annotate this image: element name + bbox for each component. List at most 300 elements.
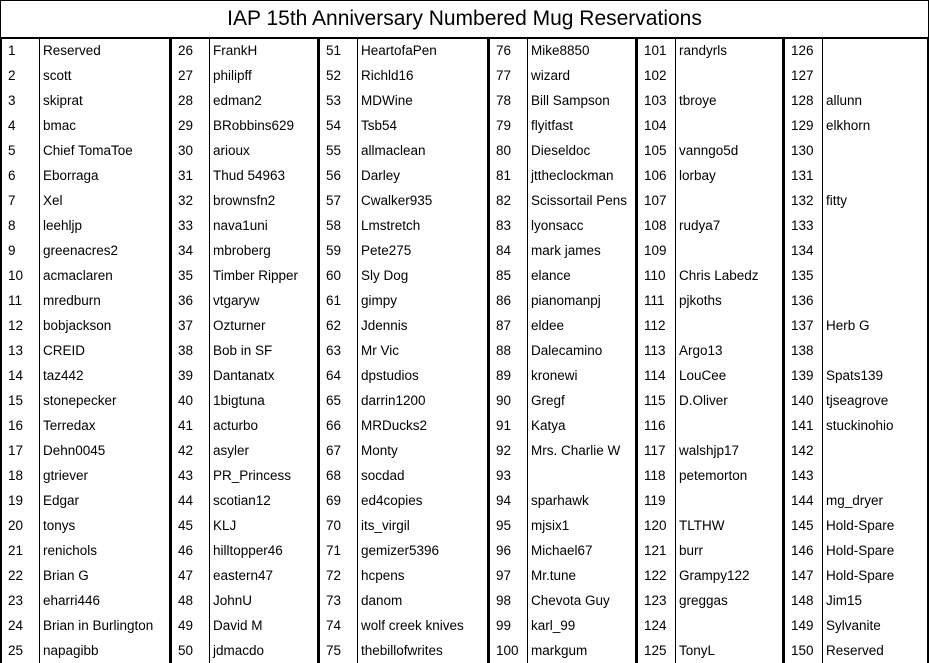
- table-row: [490, 338, 635, 363]
- reserver-name: Brian in Burlington: [43, 618, 154, 633]
- table-row: [785, 213, 927, 238]
- table-row: [490, 88, 635, 113]
- table-row: [490, 38, 635, 63]
- table-row: [490, 613, 635, 638]
- reserver-name: ed4copies: [361, 493, 423, 508]
- reserver-name: bobjackson: [43, 318, 112, 333]
- table-row: [638, 463, 782, 488]
- mug-number: 73: [320, 588, 358, 613]
- table-row: [172, 113, 317, 138]
- mug-number: 92: [490, 438, 528, 463]
- reserver-name: TonyL: [679, 643, 716, 658]
- reserver-name: asyler: [213, 443, 250, 458]
- mug-number: 17: [2, 438, 40, 463]
- mug-number: 124: [638, 613, 676, 638]
- table-row: [638, 488, 782, 513]
- reserver-name: lyonsacc: [531, 218, 584, 233]
- mug-number: 150: [785, 638, 823, 663]
- table-row: [785, 288, 927, 313]
- table-row: [320, 138, 487, 163]
- reservation-column: [320, 38, 490, 663]
- reserver-name: Lmstretch: [361, 218, 421, 233]
- mug-number: 11: [2, 288, 40, 313]
- mug-number: 101: [638, 38, 676, 63]
- mug-number: 120: [638, 513, 676, 538]
- mug-number: 119: [638, 488, 676, 513]
- mug-number: 80: [490, 138, 528, 163]
- reserver-name: hilltopper46: [213, 543, 283, 558]
- reserver-name: tjseagrove: [826, 393, 889, 408]
- reserver-name: stuckinohio: [826, 418, 894, 433]
- mug-number: 68: [320, 463, 358, 488]
- mug-number: 9: [2, 238, 40, 263]
- reserver-name: Hold-Spare: [826, 518, 895, 533]
- table-row: [638, 63, 782, 88]
- reserver-name: gemizer5396: [361, 543, 440, 558]
- reserver-name: David M: [213, 618, 263, 633]
- table-row: [490, 238, 635, 263]
- reserver-name: [823, 38, 927, 63]
- mug-number: 48: [172, 588, 210, 613]
- mug-number: 114: [638, 363, 676, 388]
- mug-number: 60: [320, 263, 358, 288]
- table-row: [638, 313, 782, 338]
- table-row: [785, 488, 927, 513]
- mug-number: 47: [172, 563, 210, 588]
- table-row: [320, 463, 487, 488]
- reserver-name: edman2: [213, 93, 262, 108]
- table-row: [320, 538, 487, 563]
- reservation-column: [638, 38, 785, 663]
- reserver-name: [676, 613, 782, 638]
- table-row: [638, 138, 782, 163]
- reservation-column: [2, 38, 172, 663]
- table-row: [320, 288, 487, 313]
- table-row: [785, 363, 927, 388]
- mug-number: 27: [172, 63, 210, 88]
- reserver-name: scotian12: [213, 493, 271, 508]
- reserver-name: Katya: [531, 418, 566, 433]
- reserver-name: karl_99: [531, 618, 576, 633]
- mug-number: 69: [320, 488, 358, 513]
- table-row: [172, 438, 317, 463]
- table-row: [490, 638, 635, 663]
- reserver-name: markgum: [531, 643, 588, 658]
- mug-number: 35: [172, 263, 210, 288]
- mug-number: 15: [2, 388, 40, 413]
- mug-number: 93: [490, 463, 528, 488]
- mug-number: 100: [490, 638, 528, 663]
- reserver-name: wizard: [531, 68, 571, 83]
- mug-number: 4: [2, 113, 40, 138]
- table-row: [320, 63, 487, 88]
- reserver-name: Mr.tune: [531, 568, 577, 583]
- reserver-name: gimpy: [361, 293, 398, 308]
- mug-number: 45: [172, 513, 210, 538]
- reserver-name: walshjp17: [679, 443, 740, 458]
- mug-number: 133: [785, 213, 823, 238]
- reserver-name: Mr Vic: [361, 343, 400, 358]
- mug-number: 141: [785, 413, 823, 438]
- mug-number: 126: [785, 38, 823, 63]
- reserver-name: scott: [43, 68, 72, 83]
- table-row: [490, 63, 635, 88]
- mug-number: 36: [172, 288, 210, 313]
- mug-number: 116: [638, 413, 676, 438]
- reserver-name: taz442: [43, 368, 84, 383]
- mug-number: 57: [320, 188, 358, 213]
- mug-number: 12: [2, 313, 40, 338]
- mug-number: 83: [490, 213, 528, 238]
- table-row: [490, 188, 635, 213]
- table-row: [638, 388, 782, 413]
- table-row: [638, 338, 782, 363]
- table-row: [490, 313, 635, 338]
- reserver-name: nava1uni: [213, 218, 268, 233]
- mug-number: 42: [172, 438, 210, 463]
- table-row: [2, 313, 169, 338]
- table-row: [785, 463, 927, 488]
- reserver-name: napagibb: [43, 643, 99, 658]
- mug-number: 102: [638, 63, 676, 88]
- reserver-name: Spats139: [826, 368, 884, 383]
- table-row: [2, 38, 169, 63]
- table-row: [638, 588, 782, 613]
- reserver-name: petemorton: [679, 468, 748, 483]
- table-row: [320, 388, 487, 413]
- table-row: [172, 213, 317, 238]
- reserver-name: skiprat: [43, 93, 83, 108]
- reserver-name: its_virgil: [361, 518, 410, 533]
- reserver-name: dpstudios: [361, 368, 419, 383]
- reserver-name: Chevota Guy: [531, 593, 610, 608]
- reserver-name: [676, 113, 782, 138]
- mug-number: 38: [172, 338, 210, 363]
- table-row: [638, 213, 782, 238]
- table-row: [785, 588, 927, 613]
- mug-number: 43: [172, 463, 210, 488]
- table-row: [2, 463, 169, 488]
- table-row: [638, 38, 782, 63]
- reserver-name: pjkoths: [679, 293, 722, 308]
- reserver-name: Gregf: [531, 393, 565, 408]
- reserver-name: Sly Dog: [361, 268, 409, 283]
- mug-number: 64: [320, 363, 358, 388]
- reserver-name: greenacres2: [43, 243, 119, 258]
- table-row: [320, 188, 487, 213]
- mug-number: 1: [2, 38, 40, 63]
- table-row: [172, 188, 317, 213]
- reserver-name: [823, 63, 927, 88]
- reserver-name: MDWine: [361, 93, 413, 108]
- reserver-name: [823, 438, 927, 463]
- mug-number: 121: [638, 538, 676, 563]
- reserver-name: Tsb54: [361, 118, 398, 133]
- table-row: [2, 113, 169, 138]
- table-row: [320, 338, 487, 363]
- table-row: [638, 638, 782, 663]
- mug-number: 16: [2, 413, 40, 438]
- reserver-name: greggas: [679, 593, 728, 608]
- reserver-name: mredburn: [43, 293, 101, 308]
- reserver-name: Sylvanite: [826, 618, 881, 633]
- mug-number: 24: [2, 613, 40, 638]
- table-row: [638, 263, 782, 288]
- mug-number: 50: [172, 638, 210, 663]
- table-row: [638, 438, 782, 463]
- reserver-name: vtgaryw: [213, 293, 260, 308]
- mug-number: 22: [2, 563, 40, 588]
- mug-number: 59: [320, 238, 358, 263]
- table-row: [320, 563, 487, 588]
- mug-number: 98: [490, 588, 528, 613]
- mug-number: 140: [785, 388, 823, 413]
- mug-number: 149: [785, 613, 823, 638]
- reserver-name: leehljp: [43, 218, 83, 233]
- table-row: [320, 438, 487, 463]
- table-row: [638, 363, 782, 388]
- mug-number: 108: [638, 213, 676, 238]
- mug-number: 136: [785, 288, 823, 313]
- table-row: [785, 38, 927, 63]
- mug-number: 41: [172, 413, 210, 438]
- reserver-name: jttheclockman: [531, 168, 614, 183]
- table-row: [172, 138, 317, 163]
- mug-number: 76: [490, 38, 528, 63]
- mug-number: 128: [785, 88, 823, 113]
- mug-number: 62: [320, 313, 358, 338]
- table-row: [320, 488, 487, 513]
- reserver-name: [676, 188, 782, 213]
- mug-number: 20: [2, 513, 40, 538]
- reserver-name: Dieseldoc: [531, 143, 591, 158]
- mug-number: 79: [490, 113, 528, 138]
- table-row: [172, 588, 317, 613]
- reserver-name: sparhawk: [531, 493, 589, 508]
- table-row: [785, 413, 927, 438]
- mug-number: 90: [490, 388, 528, 413]
- mug-number: 135: [785, 263, 823, 288]
- table-row: [785, 163, 927, 188]
- table-row: [320, 88, 487, 113]
- reserver-name: Timber Ripper: [213, 268, 299, 283]
- table-row: [490, 463, 635, 488]
- table-row: [785, 513, 927, 538]
- reserver-name: [676, 238, 782, 263]
- mug-number: 97: [490, 563, 528, 588]
- reserver-name: allmaclean: [361, 143, 426, 158]
- table-row: [172, 613, 317, 638]
- reserver-name: Grampy122: [679, 568, 750, 583]
- table-row: [638, 413, 782, 438]
- mug-number: 106: [638, 163, 676, 188]
- reserver-name: eharri446: [43, 593, 101, 608]
- mug-number: 53: [320, 88, 358, 113]
- mug-number: 71: [320, 538, 358, 563]
- mug-number: 23: [2, 588, 40, 613]
- table-row: [638, 163, 782, 188]
- table-row: [2, 63, 169, 88]
- mug-number: 55: [320, 138, 358, 163]
- table-row: [785, 438, 927, 463]
- mug-number: 77: [490, 63, 528, 88]
- reserver-name: Argo13: [679, 343, 723, 358]
- mug-number: 33: [172, 213, 210, 238]
- table-row: [320, 238, 487, 263]
- reserver-name: LouCee: [679, 368, 727, 383]
- reserver-name: PR_Princess: [213, 468, 292, 483]
- table-row: [638, 513, 782, 538]
- reserver-name: philipff: [213, 68, 252, 83]
- table-row: [172, 263, 317, 288]
- reserver-name: MRDucks2: [361, 418, 428, 433]
- reserver-name: fitty: [826, 193, 848, 208]
- mug-number: 131: [785, 163, 823, 188]
- table-row: [490, 388, 635, 413]
- mug-number: 13: [2, 338, 40, 363]
- mug-number: 118: [638, 463, 676, 488]
- mug-number: 40: [172, 388, 210, 413]
- reserver-name: eldee: [531, 318, 565, 333]
- reserver-name: wolf creek knives: [361, 618, 464, 633]
- reserver-name: [823, 238, 927, 263]
- table-row: [2, 188, 169, 213]
- reserver-name: [823, 138, 927, 163]
- reserver-name: [823, 288, 927, 313]
- table-row: [785, 638, 927, 663]
- mug-number: 74: [320, 613, 358, 638]
- reserver-name: Richld16: [361, 68, 414, 83]
- reserver-name: Thud 54963: [213, 168, 286, 183]
- table-row: [490, 413, 635, 438]
- reserver-name: tbroye: [679, 93, 717, 108]
- reservation-grid: [0, 38, 929, 663]
- mug-number: 123: [638, 588, 676, 613]
- table-row: [638, 88, 782, 113]
- mug-number: 86: [490, 288, 528, 313]
- reserver-name: Bob in SF: [213, 343, 273, 358]
- reserver-name: TLTHW: [679, 518, 725, 533]
- reserver-name: [676, 413, 782, 438]
- table-row: [172, 63, 317, 88]
- reserver-name: gtriever: [43, 468, 89, 483]
- mug-number: 82: [490, 188, 528, 213]
- table-row: [320, 363, 487, 388]
- table-row: [172, 338, 317, 363]
- table-row: [172, 413, 317, 438]
- table-row: [2, 638, 169, 663]
- mug-number: 7: [2, 188, 40, 213]
- table-row: [2, 138, 169, 163]
- table-row: [172, 388, 317, 413]
- mug-number: 37: [172, 313, 210, 338]
- mug-number: 72: [320, 563, 358, 588]
- reserver-name: Hold-Spare: [826, 568, 895, 583]
- table-row: [2, 88, 169, 113]
- table-row: [320, 113, 487, 138]
- mug-number: 111: [638, 288, 676, 313]
- reserver-name: renichols: [43, 543, 98, 558]
- table-row: [320, 263, 487, 288]
- table-row: [490, 213, 635, 238]
- reserver-name: [676, 63, 782, 88]
- reserver-name: danom: [361, 593, 403, 608]
- reserver-name: thebillofwrites: [361, 643, 443, 658]
- reserver-name: acturbo: [213, 418, 259, 433]
- mug-number: 34: [172, 238, 210, 263]
- table-row: [490, 588, 635, 613]
- mug-number: 117: [638, 438, 676, 463]
- reserver-name: Terredax: [43, 418, 96, 433]
- table-row: [490, 113, 635, 138]
- reserver-name: 1bigtuna: [213, 393, 265, 408]
- table-row: [490, 513, 635, 538]
- mug-number: 125: [638, 638, 676, 663]
- reserver-name: [823, 163, 927, 188]
- mug-number: 2: [2, 63, 40, 88]
- reserver-name: Michael67: [531, 543, 593, 558]
- table-row: [172, 163, 317, 188]
- table-row: [320, 163, 487, 188]
- table-row: [490, 138, 635, 163]
- table-row: [172, 313, 317, 338]
- table-row: [785, 538, 927, 563]
- table-row: [638, 288, 782, 313]
- table-row: [320, 588, 487, 613]
- mug-number: 84: [490, 238, 528, 263]
- mug-number: 81: [490, 163, 528, 188]
- mug-number: 51: [320, 38, 358, 63]
- table-row: [320, 313, 487, 338]
- mug-number: 139: [785, 363, 823, 388]
- reserver-name: JohnU: [213, 593, 253, 608]
- table-row: [320, 213, 487, 238]
- table-row: [2, 538, 169, 563]
- mug-number: 127: [785, 63, 823, 88]
- table-row: [638, 113, 782, 138]
- mug-number: 32: [172, 188, 210, 213]
- mug-number: 109: [638, 238, 676, 263]
- reserver-name: [676, 488, 782, 513]
- mug-number: 137: [785, 313, 823, 338]
- table-row: [785, 238, 927, 263]
- table-row: [785, 88, 927, 113]
- reservation-column: [490, 38, 638, 663]
- table-row: [2, 288, 169, 313]
- mug-number: 107: [638, 188, 676, 213]
- table-row: [2, 413, 169, 438]
- reserver-name: Pete275: [361, 243, 412, 258]
- mug-number: 19: [2, 488, 40, 513]
- table-row: [2, 238, 169, 263]
- table-row: [638, 563, 782, 588]
- mug-number: 21: [2, 538, 40, 563]
- reserver-name: Monty: [361, 443, 398, 458]
- reserver-name: lorbay: [679, 168, 716, 183]
- reserver-name: [823, 263, 927, 288]
- reserver-name: Darley: [361, 168, 401, 183]
- table-row: [638, 538, 782, 563]
- mug-number: 147: [785, 563, 823, 588]
- table-row: [2, 488, 169, 513]
- mug-number: 63: [320, 338, 358, 363]
- reserver-name: Hold-Spare: [826, 543, 895, 558]
- table-row: [785, 613, 927, 638]
- table-row: [785, 263, 927, 288]
- mug-number: 85: [490, 263, 528, 288]
- reserver-name: Eborraga: [43, 168, 99, 183]
- mug-number: 91: [490, 413, 528, 438]
